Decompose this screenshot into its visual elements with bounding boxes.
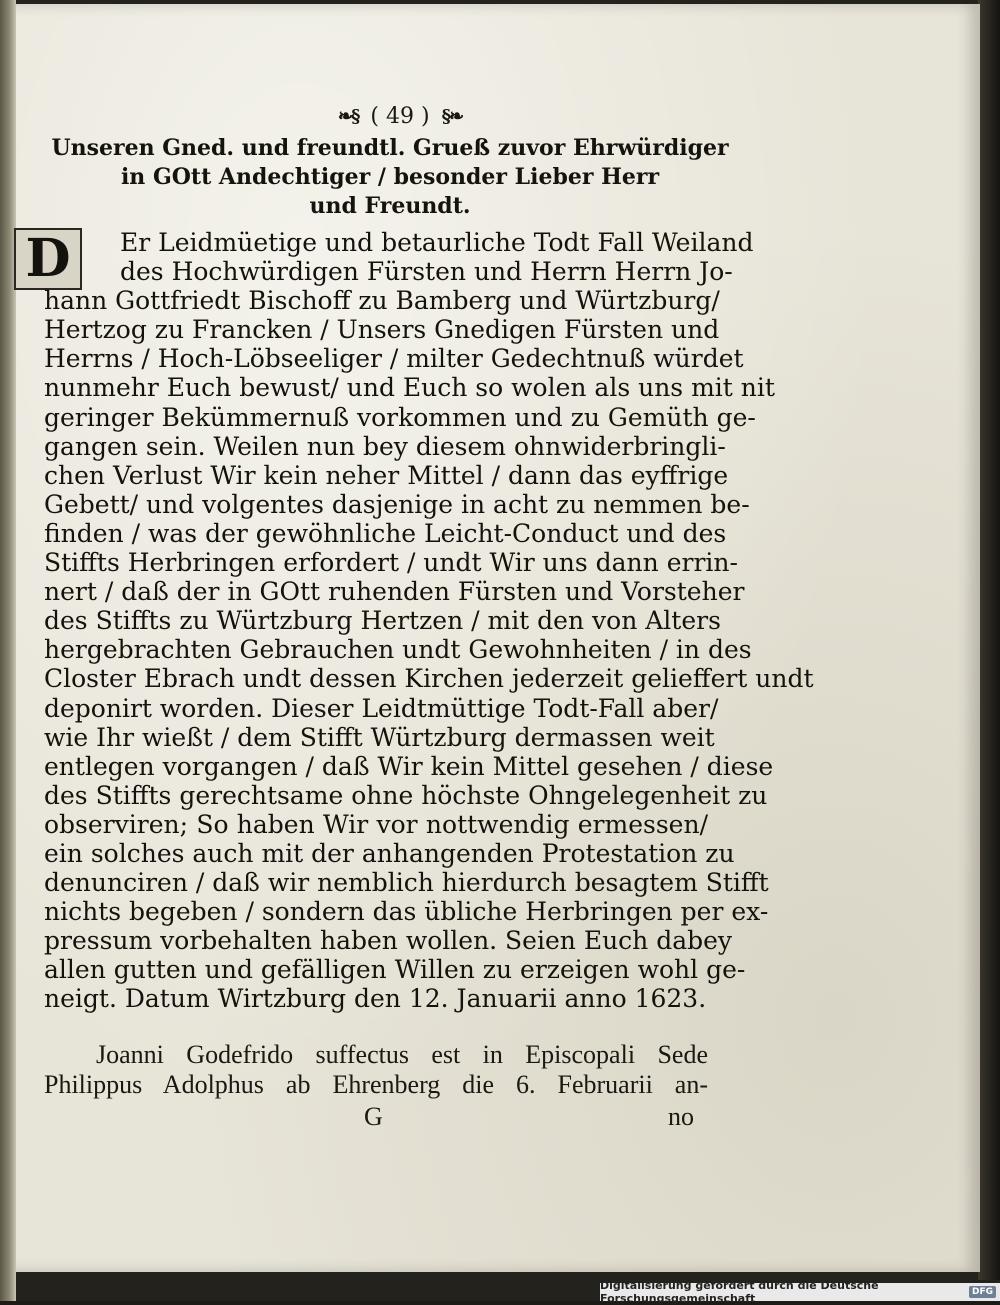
digitization-footer xyxy=(600,1279,1000,1305)
page-foot-marks xyxy=(44,1102,694,1132)
body-line: Gebett/ und volgentes dasjenige in acht zu nemmen be- xyxy=(44,489,750,519)
dropcap-initial: D xyxy=(14,228,82,290)
body-line: chen Verlust Wir kein neher Mittel / dann das eyffrige xyxy=(44,460,729,490)
body-line: Closter Ebrach undt dessen Kirchen jederzeit gelieffert undt xyxy=(44,664,814,694)
salutation-line: und Freundt. xyxy=(309,193,471,219)
body-line: ein solches auch mit der anhangenden Protestation zu xyxy=(44,838,735,868)
body-line: Hertzog zu Francken / Unsers Gnedigen Fürsten und xyxy=(44,315,720,345)
letter-body xyxy=(44,228,814,1014)
body-line: geringer Bekümmernuß vorkommen und zu Gemüth ge- xyxy=(44,402,756,432)
body-line: allen gutten und gefälligen Willen zu erzeigen wohl ge- xyxy=(44,955,746,985)
body-line: hann Gottfriedt Bischoff zu Bamberg und Würtzburg/ xyxy=(44,286,720,316)
book-edge-right xyxy=(978,0,1000,1280)
signature-mark: G xyxy=(364,1102,383,1131)
page-number: ( 49 ) xyxy=(370,103,430,129)
body-line: Herrns / Hoch-Löbseeliger / milter Gedechtnuß würdet xyxy=(44,344,744,374)
body-line: nichts begeben / sondern das übliche Herbringen per ex- xyxy=(44,897,769,927)
salutation-line: Unseren Gned. und freundtl. Grueß zuvor Ehrwürdiger xyxy=(51,135,729,161)
body-line: pressum vorbehalten haben wollen. Seien Euch dabey xyxy=(44,926,733,956)
body-line: deponirt worden. Dieser Leidtmüttige Todt-Fall aber/ xyxy=(44,693,719,723)
body-line: observiren; So haben Wir vor nottwendig ermessen/ xyxy=(44,809,708,839)
page-header xyxy=(300,100,500,132)
ornament-right: §❧ xyxy=(441,105,463,127)
body-line: nert / daß der in GOtt ruhenden Fürsten und Vorsteher xyxy=(44,577,745,607)
body-line: finden / was der gewöhnliche Leicht-Conduct und des xyxy=(44,518,727,548)
body-line: nunmehr Euch bewust/ und Euch so wolen als uns mit nit xyxy=(44,373,775,403)
body-line: neigt. Datum Wirtzburg den 12. Januarii anno 1623. xyxy=(44,984,707,1014)
latin-line: Philippus Adolphus ab Ehrenberg die 6. Februarii an- xyxy=(44,1070,708,1099)
body-line: denunciren / daß wir nemblich hierdurch besagtem Stifft xyxy=(44,868,769,898)
footer-credit: Digitalisierung gefördert durch die Deutsche Forschungsgemeinschaft xyxy=(600,1279,879,1305)
body-line: wie Ihr wießt / dem Stifft Würtzburg dermassen weit xyxy=(44,722,715,752)
latin-paragraph xyxy=(44,1040,708,1100)
salutation-line: in GOtt Andechtiger / besonder Lieber Herr xyxy=(120,164,660,190)
dfg-logo: DFG xyxy=(969,1286,996,1298)
body-line: gangen sein. Weilen nun bey diesem ohnwiderbringli- xyxy=(44,431,726,461)
book-gutter-left xyxy=(0,0,16,1301)
salutation xyxy=(40,134,740,221)
body-line: hergebrachten Gebrauchen undt Gewohnheiten / in des xyxy=(44,635,752,665)
body-line: Stiffts Herbringen erfordert / undt Wir uns dann errin- xyxy=(44,548,738,578)
body-line: entlegen vorgangen / daß Wir kein Mittel gesehen / diese xyxy=(44,751,774,781)
latin-line: Joanni Godefrido suffectus est in Episcopali Sede xyxy=(96,1040,708,1069)
body-line: des Stiffts gerechtsame ohne höchste Ohngelegenheit zu xyxy=(44,780,768,810)
catchword: no xyxy=(668,1102,694,1131)
body-line: Er Leidmüetige und betaurliche Todt Fall Weiland xyxy=(120,228,754,257)
ornament-left: ❧§ xyxy=(337,105,359,127)
body-line: des Hochwürdigen Fürsten und Herrn Herrn Jo- xyxy=(120,257,733,287)
body-line: des Stiffts zu Würtzburg Hertzen / mit den von Alters xyxy=(44,606,721,636)
